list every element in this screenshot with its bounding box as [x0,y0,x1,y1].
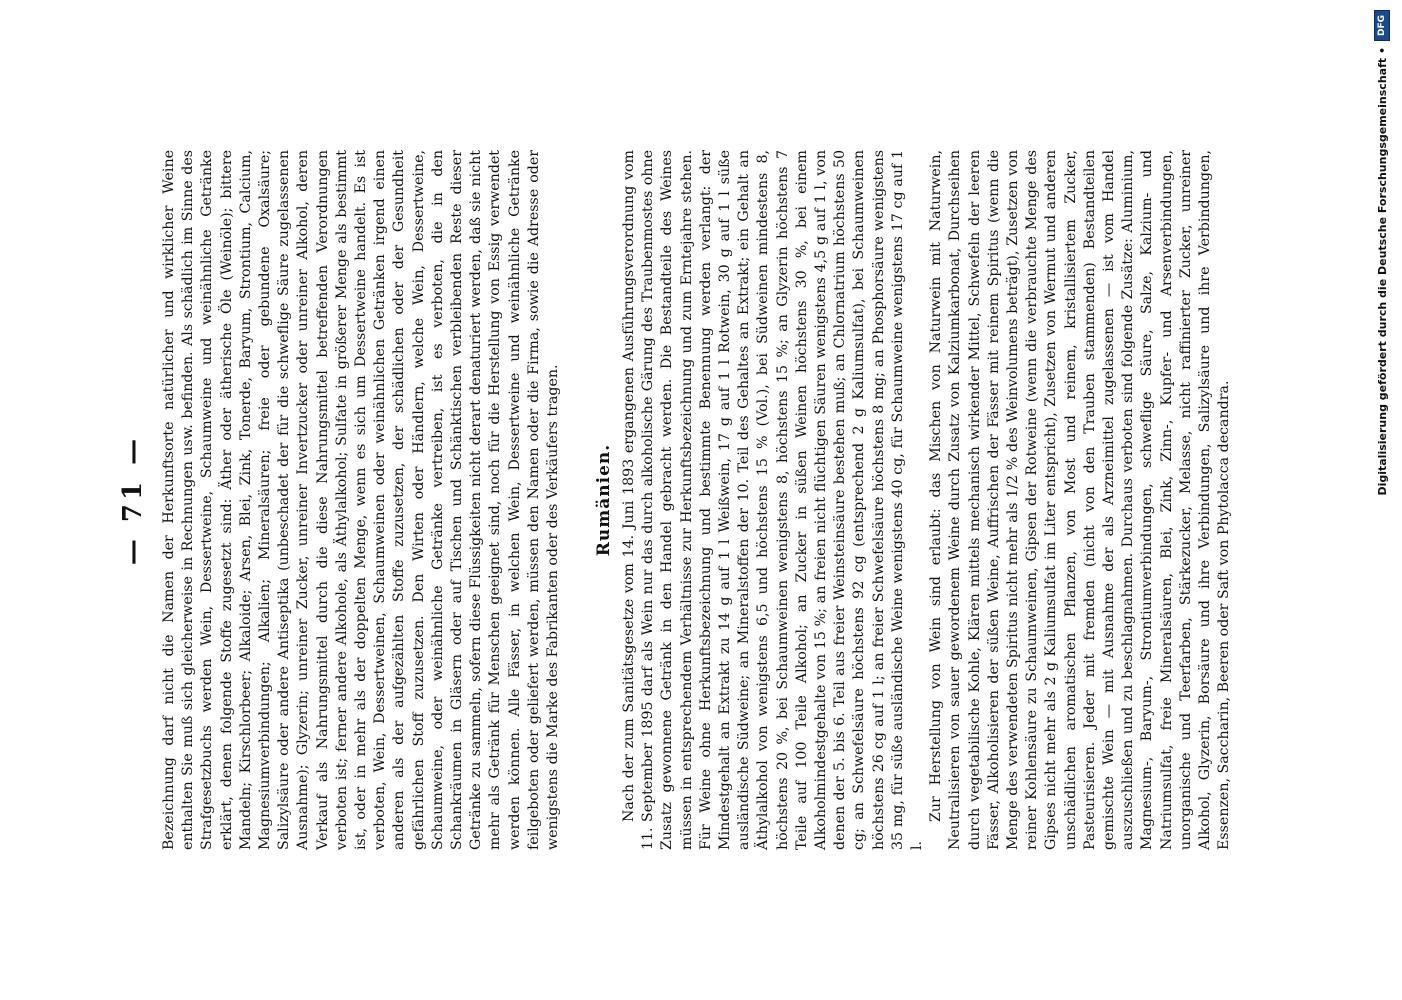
paragraph-2: Nach der zum Sanitätsgesetze vom 14. Juni 1893 ergangenen Ausführungsverordnung vom 11. September 1895 darf als Wein nur das durch alkoholische Gärung des Traubenmostes ohne Zusatz gewonnene Getränk in den Handel gebracht werden. Die Bestandteile des Weines müssen in entsprechendem Verhältnisse zur Herkunftsbezeichnung und zum Erntejahre stehen. Für Weine ohne Herkunftsbezeichnung und bestimmte Benennung werden verlangt: der Mindestgehalt an Extrakt zu 14 g auf 1 l Weißwein, 17 g auf 1 l Rotwein, 30 g auf 1 l süße ausländische Südweine; an Mineralstoffen der 10. Teil des Gehaltes an Extrakt; ein Gehalt an Äthylalkohol von wenigstens 6,5 und höchstens 15 % (Vol.), bei Südweinen mindestens 8, höchstens 20 %, bei Schaumweinen wenigstens 8, höchstens 15 %; an Glyzerin höchstens 7 Teile auf 100 Teile Alkohol; an Zucker in süßen Weinen höchstens 30 %, bei einem Alkoholmindestgehalte von 15 %; an freien nicht flüchtigen Säuren wenigstens 4,5 g auf 1 l, von denen der 5. bis 6. Teil aus freier Weinsteinsäure bestehen muß; an Chlornatrium höchstens 50 cg; an Schwefelsäure höchstens 92 cg (entsprechend 2 g Kaliumsulfat), bei Schaumweinen höchstens 26 cg auf 1 l; an freier Schwefelsäure höchstens 8 mg; an Phosphorsäure wenigstens 35 mg, für süße ausländische Weine wenigstens 40 cg, für Schaumweine wenigstens 17 cg auf 1 l. [621,150,926,850]
section-rumaenien [620,150,1235,850]
section-wine-regulations [160,150,563,850]
section-heading-rumaenien: Rumänien. [594,443,614,557]
digitization-credit [1350,0,1390,1000]
credit-text: Digitalisierung gefördert durch die Deutsche Forschungsgemeinschaft • [1375,47,1389,496]
paragraph-1: Bezeichnung darf nicht die Namen der Herkunftsorte natürlicher und wirklicher Weine enthalten Sie muß sich gleicherweise in Rechnungen usw. befinden. Als schädlich im Sinne des Strafgesetzbuchs werden Wein, Dessertweine, Schaumweine und weinähnliche Getränke erklärt, denen folgende Stoffe zugesetzt sind: Äther oder ätherische Öle (Weinöle); bittere Mandeln; Kirschlorbeer; Alkaloide; Arsen, Blei, Zink, Tonerde, Baryum, Strontium, Calcium, Magnesiumverbindungen; Alkalien; Mineralsäuren; freie oder gebundene Oxalsäure; Salizylsäure oder andere Antiseptika (unbeschadet der für die schweflige Säure zugelassenen Ausnahme); Glyzerin; unreiner Zucker, unreiner Invertzucker oder unreiner Alkohol, deren Verkauf als Nahrungsmittel durch die diese Nahrungsmittel betreffenden Verordnungen verboten ist; ferner andere Alkohole, als Äthylalkohol; Sulfate in größerer Menge als bestimmt ist, oder in mehr als der doppelten Menge, wenn es sich um Dessertweine handelt. Es ist verboten, Wein, Dessertweinen, Schaumweinen oder weinähnlichen Getränken irgend einen anderen als der aufgezählten Stoffe zuzusetzen, der schädlichen oder der Gesundheit gefährlichen Stoff zuzusetzen. Den Wirten oder Händlern, welche Wein, Dessertweine, Schaumweine, oder weinähnliche Getränke vertreiben, ist es verboten, die in den Schankräumen in Gläsern oder auf Tischen und Schänktischen verbleibenden Reste dieser Getränke zu sammeln, sofern diese Flüssigkeiten nicht derart denaturiert werden, daß sie nicht mehr als Getränk für Menschen geeignet sind, noch für die Herstellung von Essig verwendet werden können. Alle Fässer, in welchen Wein, Dessertweine und weinähnliche Getränke feilgeboten oder geliefert werden, müssen den Namen oder die Firma, sowie die Adresse oder wenigstens die Marke des Fabrikanten oder des Verkäufers tragen. [161,150,562,850]
page-number: — 71 — [118,434,148,566]
paragraph-3: Zur Herstellung von Wein sind erlaubt: das Mischen von Naturwein mit Naturwein, Neutralisieren von sauer gewordenem Weine durch Zusatz von Kalziumkarbonat, Durchseihen durch vegetabilische Kohle, Klären mittels mechanisch wirkender Mittel, Schwefeln der leeren Fässer, Alkoholisieren der süßen Weine, Auffrischen der Fässer mit reinem Spiritus (wenn die Menge des verwendeten Spiritus nicht mehr als 1/2 % des Weinvolumens beträgt), Zusetzen von reiner Kohlensäure zu Schaumweinen, Gipsen der Rotweine (wenn die verbrauchte Menge des Gipses nicht mehr als 2 g Kaliumsulfat im Liter entspricht), Zusetzen von Wermut und anderen unschädlichen aromatischen Pflanzen, von Most und reinem, kristallisiertem Zucker, Pasteurisieren. Jeder mit fremden (nicht von den Trauben stammenden) Bestandteilen gemischte Wein — mit Ausnahme der als Arzneimittel zugelassenen — ist vom Handel auszuschließen und zu beschlagnahmen. Durchaus verboten sind folgende Zusätze: Aluminium, Magnesium-, Baryum-, Strontiumverbindungen, schweflige Säure, Salze, Kalzium- und Natriumsulfat, freie Mineralsäuren, Blei, Zink, Zinn-, Kupfer- und Arsenverbindungen, unorganische und Teerfarben, Stärkezucker, Melasse, nicht raffinierter Zucker, unreiner Alkohol, Glyzerin, Borsäure und ihre Verbindungen, Salizylsäure und ihre Verbindungen, Essenzen, Saccharin, Beeren oder Saft von Phytolacca decandra. [928,150,1233,850]
dfg-logo-icon: DFG [1374,10,1390,41]
